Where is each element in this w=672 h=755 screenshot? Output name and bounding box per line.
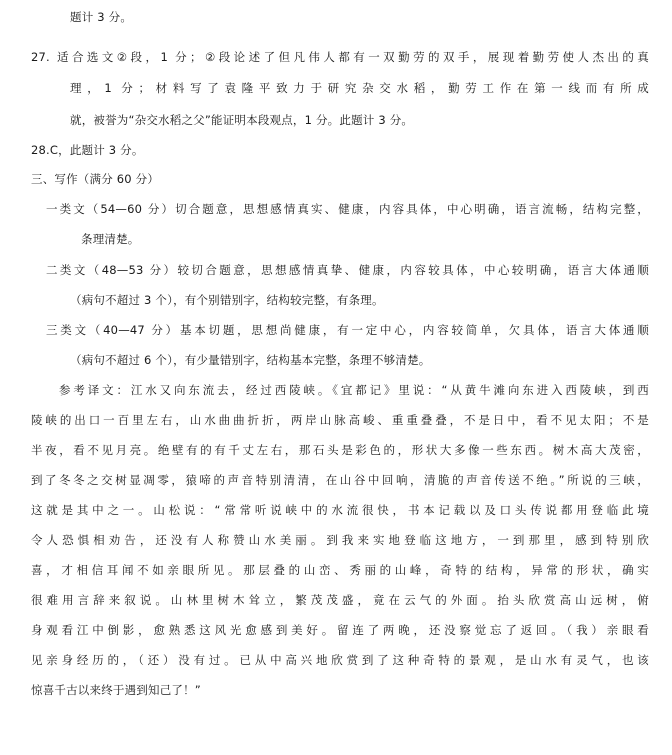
text-line: 二类文（48—53 分）较切合题意，思想感情真挚、健康，内容较具体，中心较明确，语言大体通顺 (46, 263, 649, 277)
text-line: 喜，才相信耳闻不如亲眼所见。那层叠的山峦、秀丽的山峰，奇特的结构，异常的形状，确实 (31, 563, 649, 577)
text-line: 身观看江中倒影，愈熟悉这风光愈感到美好。留连了两晚，还没察觉忘了返回。（我）亲眼看 (31, 623, 649, 637)
text-line: 就，被誉为“杂交水稻之父”能证明本段观点，1 分。此题计 3 分。 (70, 113, 414, 127)
text-line: 半夜，看不见月亮。绝壁有的有千丈左右，那石头是彩色的，形状大多像一些东西。树木高大茂密， (31, 443, 649, 457)
section-heading: 三、写作（满分 60 分） (31, 172, 160, 186)
text-line: 令人恐惧相劝告，还没有人称赞山水美丽。到我来实地登临这地方，一到那里，感到特别欣 (31, 533, 649, 547)
text-line: 陵峡的出口一百里左右，山水曲曲折折，两岸山脉高峻、重重叠叠，不是日中，看不见太阳；不是 (31, 413, 649, 427)
text-line: 一类文（54—60 分）切合题意，思想感情真实、健康，内容具体，中心明确，语言流畅，结构完整， (46, 202, 649, 216)
text-line: 理，1 分；材料写了袁隆平致力于研究杂交水稻，勤劳工作在第一线而有所成 (70, 81, 649, 95)
text-line: （病句不超过 3 个），有个别错别字，结构较完整，有条理。 (70, 293, 384, 307)
text-line: 28.C，此题计 3 分。 (31, 143, 144, 157)
text-line: 见亲身经历的，（还）没有过。已从中高兴地欣赏到了这种奇特的景观，是山水有灵气，也该 (31, 653, 649, 667)
text-line: 题计 3 分。 (70, 10, 133, 24)
text-line: 很难用言辞来叙说。山林里树木耸立，繁茂茂盛，竟在云气的外面。抬头欣赏高山远树，俯 (31, 593, 649, 607)
text-line: 这就是其中之一。山松说：“常常听说峡中的水流很快，书本记载以及口头传说都用登临此境 (31, 503, 649, 517)
text-line: （病句不超过 6 个），有少量错别字，结构基本完整，条理不够清楚。 (70, 353, 431, 367)
text-line: 惊喜千古以来终于遇到知己了！” (31, 683, 201, 697)
text-line: 27. 适合选文②段，1 分；②段论述了但凡伟人都有一双勤劳的双手，展现着勤劳使人杰出的真 (31, 50, 649, 64)
text-line: 三类文（40—47 分）基本切题，思想尚健康，有一定中心，内容较简单，欠具体，语言大体通顺 (46, 323, 649, 337)
text-line: 到了冬冬之交树显凋零，猿啼的声音特别清清，在山谷中回响，清脆的声音传送不绝。”所说的三峡， (31, 473, 649, 487)
text-line: 条理清楚。 (81, 232, 140, 246)
text-line: 参考译文：江水又向东流去，经过西陵峡。《宜都记》里说：“从黄牛滩向东进入西陵峡，到西 (59, 383, 649, 397)
